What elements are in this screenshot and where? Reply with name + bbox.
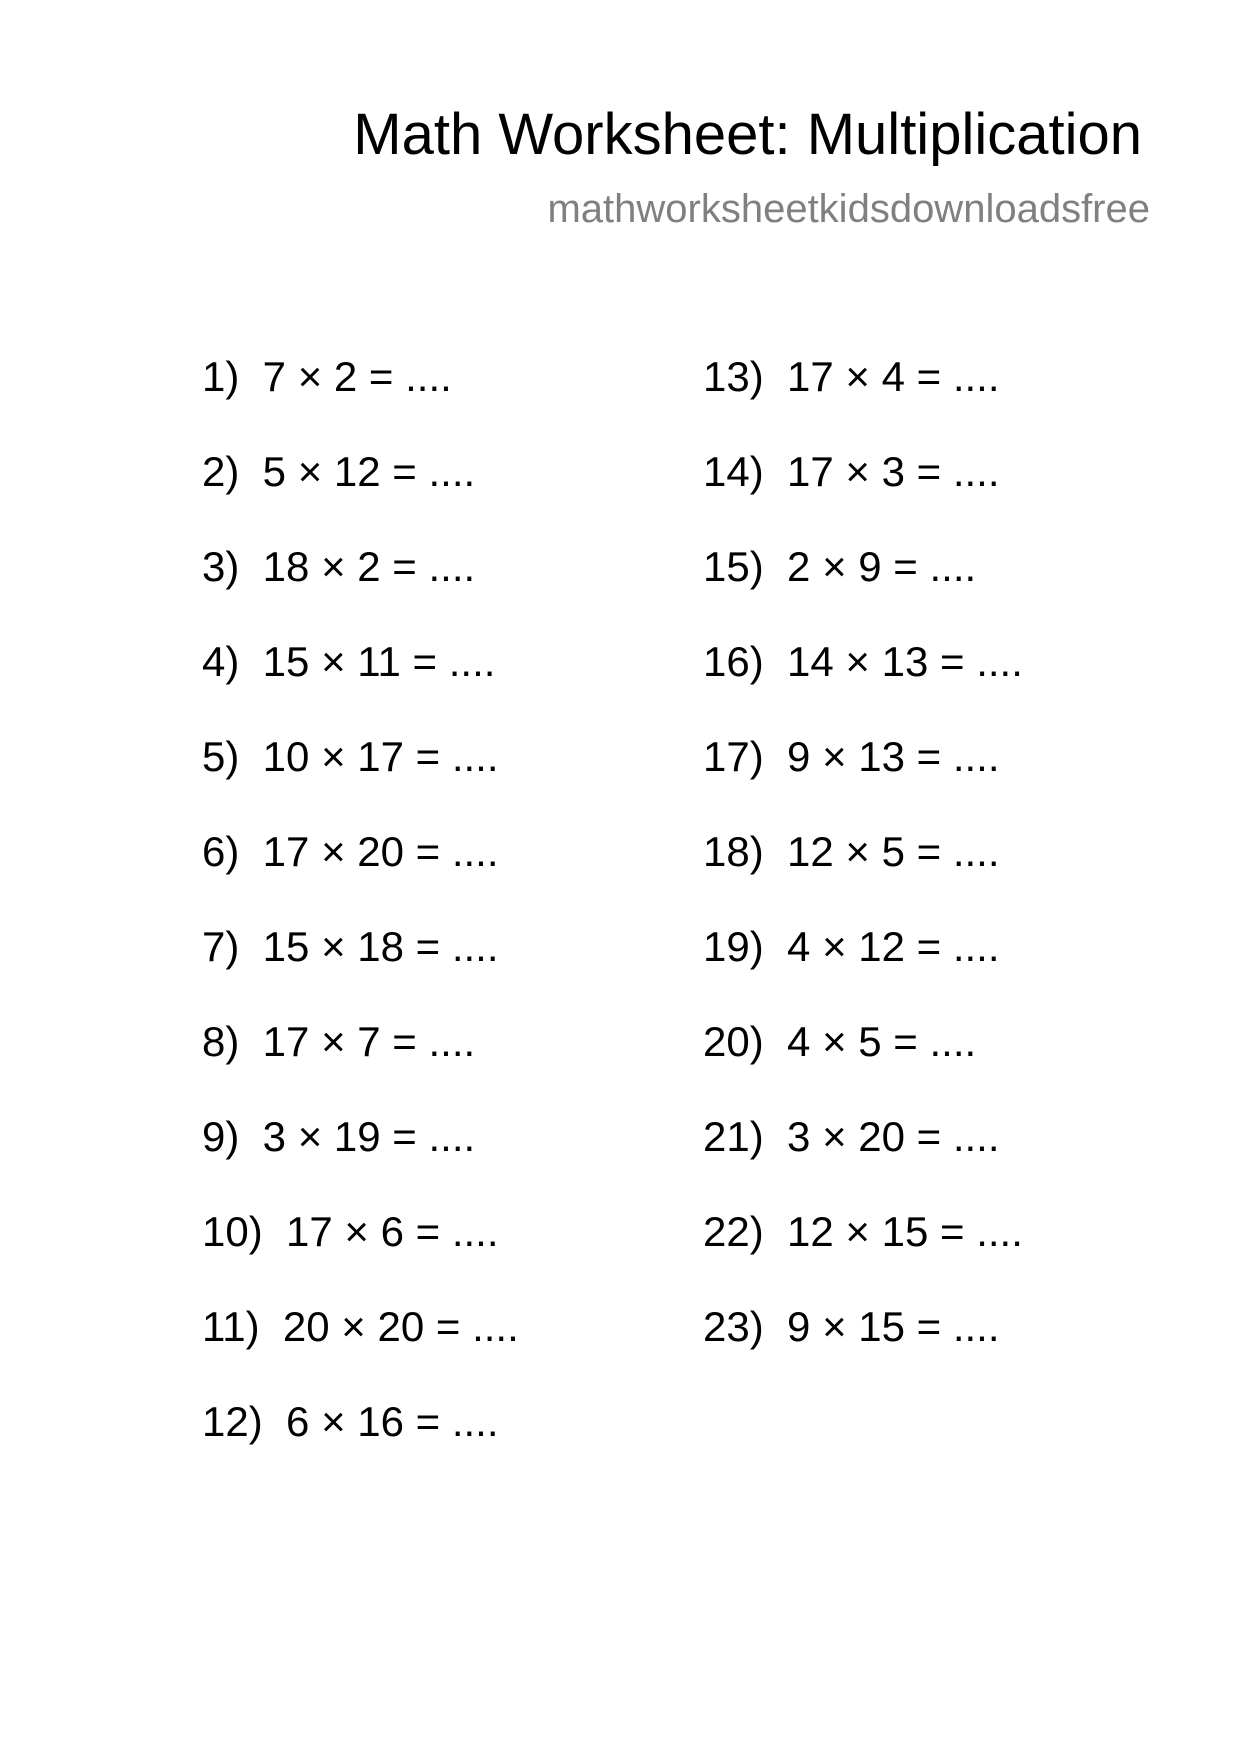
problem-19: 19) 4 × 12 = .... (703, 923, 1000, 970)
problem-2: 2) 5 × 12 = .... (202, 448, 476, 495)
problem-8: 8) 17 × 7 = .... (202, 1018, 476, 1065)
problem-23: 23) 9 × 15 = .... (703, 1303, 1000, 1350)
page-title: Math Worksheet: Multiplication (353, 102, 1142, 167)
problem-11: 11) 20 × 20 = .... (202, 1303, 519, 1350)
problem-16: 16) 14 × 13 = .... (703, 638, 1023, 685)
problem-22: 22) 12 × 15 = .... (703, 1208, 1023, 1255)
problem-1: 1) 7 × 2 = .... (202, 353, 452, 400)
problem-18: 18) 12 × 5 = .... (703, 828, 1000, 875)
problem-10: 10) 17 × 6 = .... (202, 1208, 499, 1255)
problem-7: 7) 15 × 18 = .... (202, 923, 499, 970)
problem-9: 9) 3 × 19 = .... (202, 1113, 476, 1160)
problem-12: 12) 6 × 16 = .... (202, 1398, 499, 1445)
problem-17: 17) 9 × 13 = .... (703, 733, 1000, 780)
problem-5: 5) 10 × 17 = .... (202, 733, 499, 780)
problem-13: 13) 17 × 4 = .... (703, 353, 1000, 400)
problem-4: 4) 15 × 11 = .... (202, 638, 496, 685)
problem-6: 6) 17 × 20 = .... (202, 828, 499, 875)
problem-15: 15) 2 × 9 = .... (703, 543, 977, 590)
page-subtitle: mathworksheetkidsdownloadsfree (547, 187, 1150, 231)
problem-21: 21) 3 × 20 = .... (703, 1113, 1000, 1160)
problem-20: 20) 4 × 5 = .... (703, 1018, 977, 1065)
problem-3: 3) 18 × 2 = .... (202, 543, 476, 590)
problem-14: 14) 17 × 3 = .... (703, 448, 1000, 495)
